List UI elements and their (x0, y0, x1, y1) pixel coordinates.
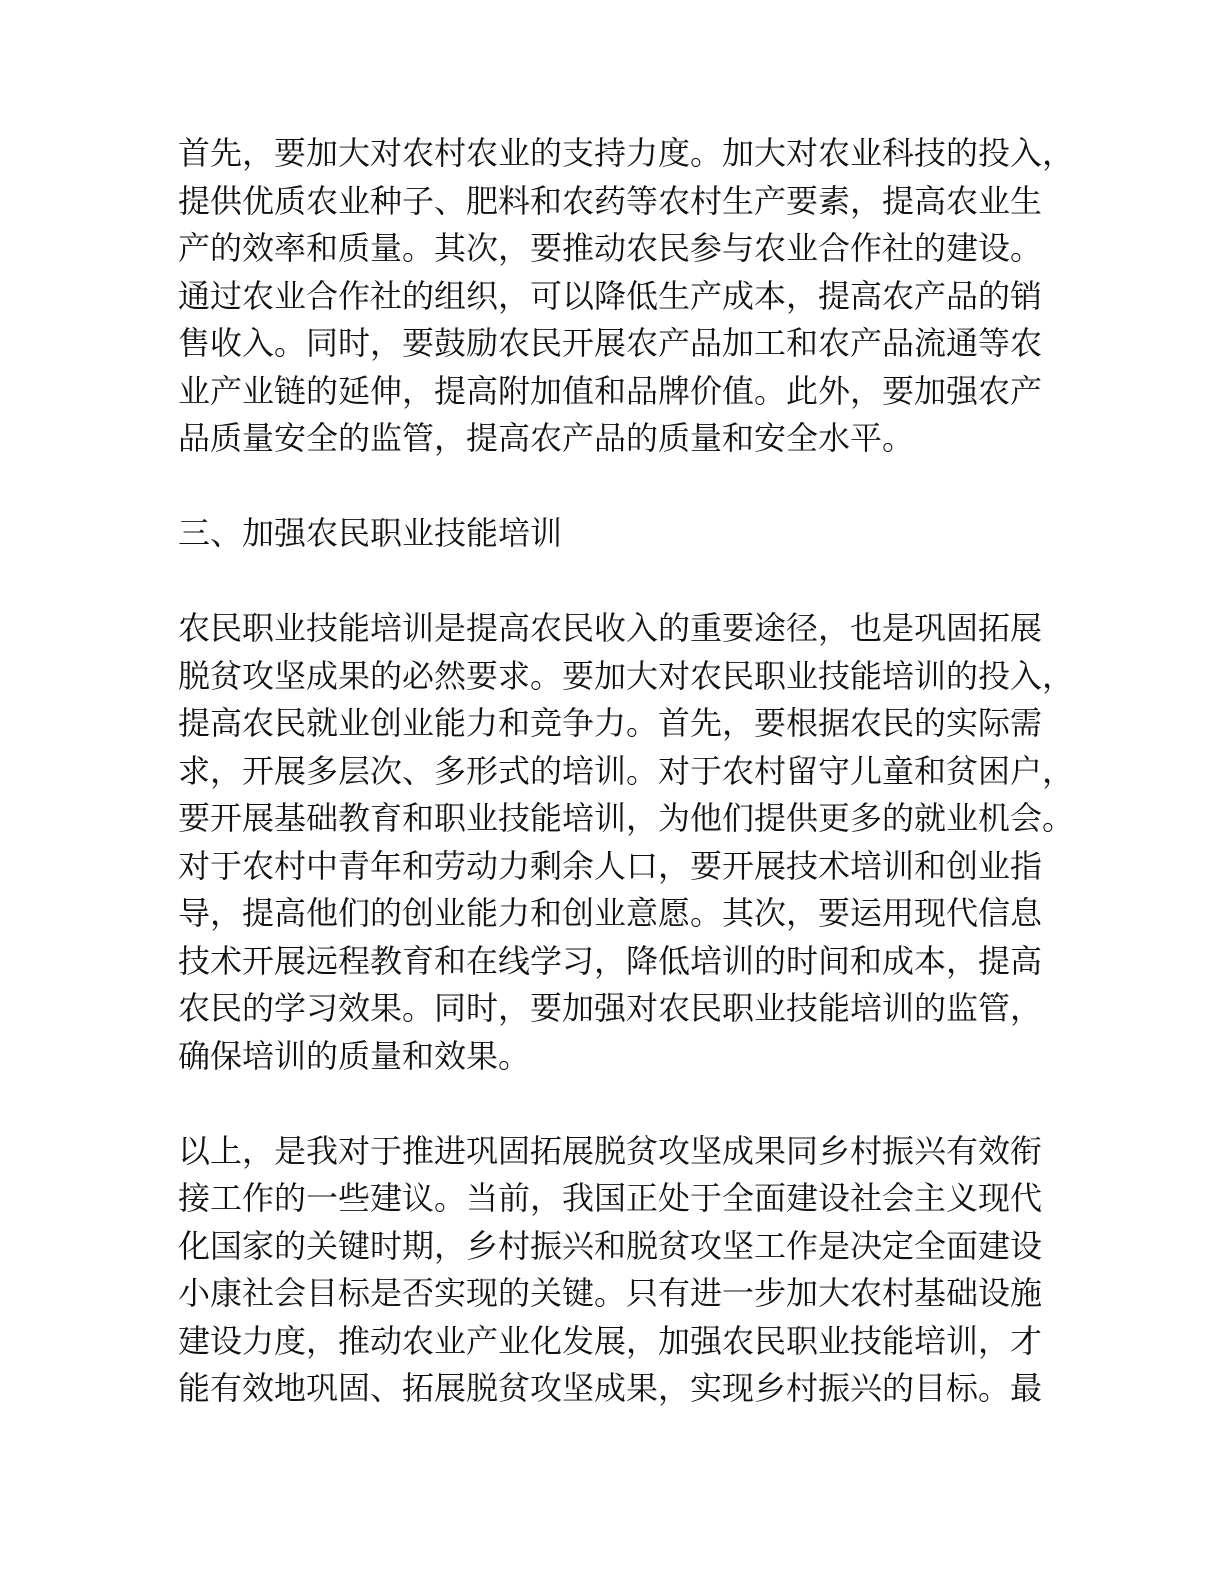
text-line: 接工作的一些建议。当前，我国正处于全面建设社会主义现代 (178, 1179, 1043, 1217)
paragraph-conclusion (178, 1128, 1058, 1413)
paragraph-gap (178, 1080, 1058, 1128)
text-line: 确保培训的质量和效果。 (178, 1036, 531, 1075)
text-line: 首先，要加大对农村农业的支持力度。加大对农业科技的投入， (178, 134, 1075, 172)
heading-text: 三、加强农民职业技能培训 (178, 514, 563, 552)
paragraph-gap (178, 558, 1058, 606)
text-line: 导，提高他们的创业能力和创业意愿。其次，要运用现代信息 (178, 894, 1043, 932)
text-line: 农民职业技能培训是提高农民收入的重要途径，也是巩固拓展 (178, 609, 1043, 647)
text-line: 化国家的关键时期，乡村振兴和脱贫攻坚工作是决定全面建设 (178, 1226, 1043, 1265)
text-line: 品质量安全的监管，提高农产品的质量和安全水平。 (178, 419, 915, 457)
text-line: 业产业链的延伸，提高附加值和品牌价值。此外，要加强农产 (178, 371, 1043, 410)
text-line: 提高农民就业创业能力和竞争力。首先，要根据农民的实际需 (178, 704, 1043, 742)
text-line: 以上，是我对于推进巩固拓展脱贫攻坚成果同乡村振兴有效衔 (178, 1131, 1043, 1170)
text-line: 农民的学习效果。同时，要加强对农民职业技能培训的监管， (178, 989, 1043, 1027)
paragraph-skills-training (178, 605, 1075, 1080)
text-line: 提供优质农业种子、肥料和农药等农村生产要素，提高农业生 (178, 181, 1043, 220)
text-line: 通过农业合作社的组织，可以降低生产成本，提高农产品的销 (178, 276, 1043, 315)
text-line: 建设力度，推动农业产业化发展，加强农民职业技能培训，才 (178, 1321, 1043, 1360)
text-line: 能有效地巩固、拓展脱贫攻坚成果，实现乡村振兴的目标。最 (178, 1369, 1043, 1407)
text-line: 技术开展远程教育和在线学习，降低培训的时间和成本，提高 (178, 941, 1043, 980)
paragraph-gap (178, 463, 1058, 511)
text-line: 求，开展多层次、多形式的培训。对于农村留守儿童和贫困户， (178, 751, 1075, 790)
text-line: 对于农村中青年和劳动力剩余人口，要开展技术培训和创业指 (178, 846, 1043, 885)
text-line: 售收入。同时，要鼓励农民开展农产品加工和农产品流通等农 (178, 324, 1043, 362)
text-line: 脱贫攻坚成果的必然要求。要加大对农民职业技能培训的投入， (178, 656, 1075, 695)
section-heading-3 (178, 510, 1058, 558)
document-page (178, 130, 1075, 1413)
paragraph-agriculture-support (178, 130, 1075, 463)
text-line: 要开展基础教育和职业技能培训，为他们提供更多的就业机会。 (178, 799, 1075, 837)
text-line: 小康社会目标是否实现的关键。只有进一步加大农村基础设施 (178, 1274, 1043, 1312)
text-line: 产的效率和质量。其次，要推动农民参与农业合作社的建设。 (178, 229, 1043, 267)
